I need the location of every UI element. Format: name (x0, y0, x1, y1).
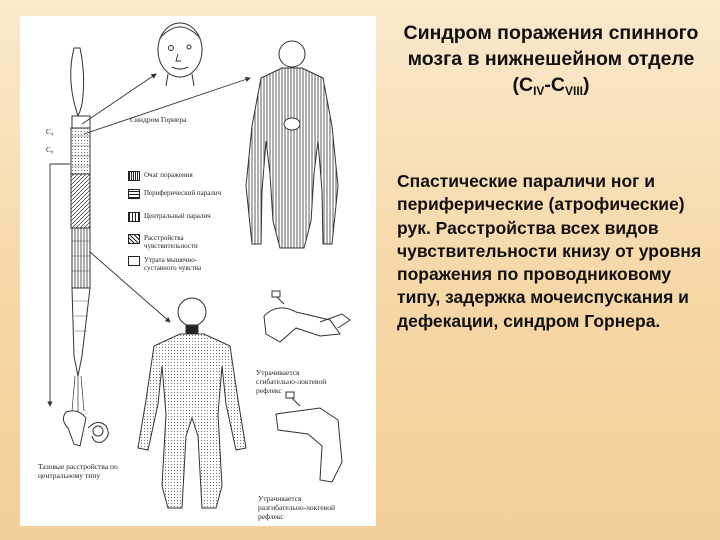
spinal-cord (71, 48, 90, 414)
legend-swatch (128, 171, 140, 181)
body-figure-sensory (246, 41, 338, 248)
legend-swatch (128, 212, 140, 222)
legend-item-peripheral (128, 189, 221, 199)
slide-title (396, 20, 706, 104)
reflex-extensor-label: Утрачивается разгибательно-локтевой рефлекс (258, 494, 336, 521)
level-c4-label: C₄ (46, 127, 54, 136)
title-range: $(C_{IV}-C_{VIII})$ (512, 74, 590, 98)
reflex-lost-label: Утрачивается сгибательно-локтевой рефлекс (256, 368, 327, 395)
body-figure-paralysis (138, 298, 246, 508)
title-main: Синдром поражения спинного мозга в нижнешейном отделе (403, 22, 699, 70)
pelvic-sketch (63, 411, 108, 446)
legend-item-muscle-sense (128, 256, 201, 272)
horner-label: Синдром Горнера (130, 115, 187, 124)
legend-text: Расстройства чувствительности (144, 234, 198, 250)
legend-swatch (128, 256, 140, 266)
reflex-sketch-lower (276, 392, 342, 482)
slide-body-text: Спастические параличи ног и периферические (атрофические) рук. Расстройства всех видов чувствительности книзу от уровня поражения по проводниковому типу, задержка мочеиспускания и дефекации, синдром Горнера. (397, 171, 702, 331)
legend-text: Периферический паралич (144, 189, 222, 197)
legend-item-central (128, 212, 211, 222)
neurology-illustration (20, 16, 376, 526)
head-sketch (158, 23, 202, 86)
reflex-sketch-upper (264, 291, 350, 342)
legend-swatch (128, 189, 140, 199)
legend-item-sensory (128, 234, 198, 250)
legend-text: Центральный паралич (144, 212, 211, 220)
legend-swatch (128, 234, 140, 244)
legend-text: Утрата мышечно- суставного чувства (144, 256, 202, 272)
legend-text: Очаг поражения (144, 171, 193, 179)
level-c8-label: C₈ (46, 145, 54, 154)
pelvic-label: Тазовые расстройства по центральному типу (38, 462, 118, 480)
legend-item-focus (128, 171, 193, 181)
